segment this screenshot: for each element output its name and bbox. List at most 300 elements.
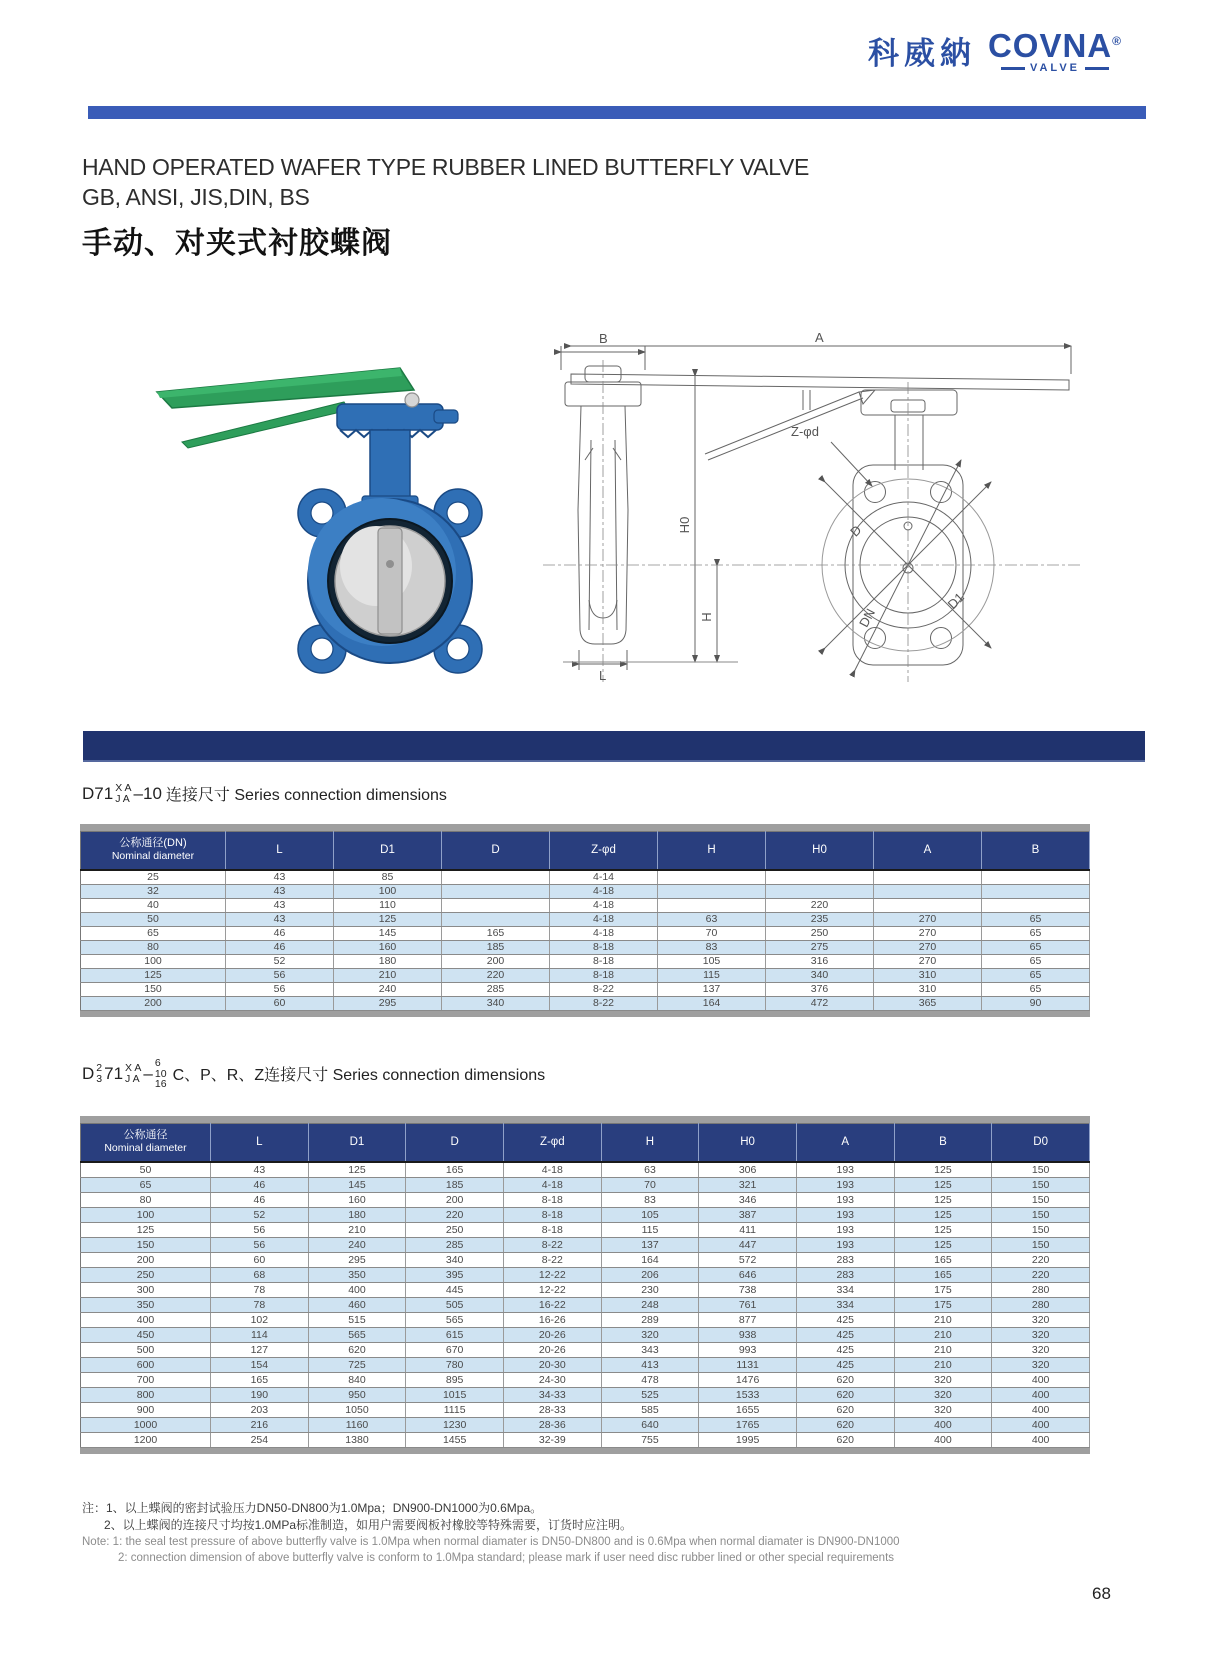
table-cell: 34-33 xyxy=(503,1387,601,1402)
table-cell: 4-18 xyxy=(503,1162,601,1178)
table-cell: 500 xyxy=(81,1342,211,1357)
col-header-b: B xyxy=(982,832,1090,870)
table-cell: 8-22 xyxy=(503,1252,601,1267)
logo-dash-left xyxy=(1001,67,1025,70)
table-cell: 670 xyxy=(406,1342,504,1357)
table-cell: 1000 xyxy=(81,1417,211,1432)
table-cell: 150 xyxy=(992,1237,1090,1252)
table-cell: 65 xyxy=(81,1177,211,1192)
table-cell: 320 xyxy=(894,1402,992,1417)
table-cell: 50 xyxy=(81,912,226,926)
table-cell: 365 xyxy=(874,996,982,1010)
table-cell: 310 xyxy=(874,982,982,996)
table-cell: 164 xyxy=(601,1252,699,1267)
table-cell: 280 xyxy=(992,1282,1090,1297)
table-cell: 70 xyxy=(601,1177,699,1192)
table-cell: 78 xyxy=(211,1282,309,1297)
table-row-dn-900 xyxy=(81,1402,1090,1417)
table2-container xyxy=(80,1116,1090,1454)
table1-bottom-strip xyxy=(80,1011,1090,1017)
table-row-dn-80 xyxy=(81,1192,1090,1207)
table-row-dn-1200 xyxy=(81,1432,1090,1447)
table-cell: 585 xyxy=(601,1402,699,1417)
table-cell: 16-26 xyxy=(503,1312,601,1327)
table-cell: 32 xyxy=(81,884,226,898)
model-base: D xyxy=(82,1063,95,1083)
disc-shaft xyxy=(378,528,402,634)
table-cell: 640 xyxy=(601,1417,699,1432)
table-cell: 620 xyxy=(796,1432,894,1447)
table-cell: 56 xyxy=(226,968,334,982)
col-header-h0: H0 xyxy=(699,1124,797,1162)
disc-pin xyxy=(386,560,394,568)
table-cell: 80 xyxy=(81,940,226,954)
table-cell: 105 xyxy=(658,954,766,968)
title-chinese: 手动、对夹式衬胶蝶阀 xyxy=(82,227,392,260)
table-cell: 505 xyxy=(406,1297,504,1312)
section2-model-code xyxy=(82,1058,169,1090)
table-cell: 283 xyxy=(796,1267,894,1282)
table-cell: 275 xyxy=(766,940,874,954)
dimensions-table-2 xyxy=(80,1123,1090,1448)
table-cell: 1476 xyxy=(699,1372,797,1387)
table-cell: 125 xyxy=(894,1222,992,1237)
table-cell: 220 xyxy=(992,1267,1090,1282)
table-cell: 200 xyxy=(406,1192,504,1207)
table-cell: 43 xyxy=(226,870,334,885)
table-cell xyxy=(442,870,550,885)
table-cell: 60 xyxy=(226,996,334,1010)
table-cell: 413 xyxy=(601,1357,699,1372)
table-cell: 306 xyxy=(699,1162,797,1178)
table-cell: 114 xyxy=(211,1327,309,1342)
table-cell: 100 xyxy=(81,1207,211,1222)
table-cell: 425 xyxy=(796,1327,894,1342)
brand-name-chinese: 科威納 xyxy=(867,35,976,71)
dim-label-l: L xyxy=(599,668,607,683)
table-cell: 150 xyxy=(81,1237,211,1252)
table-cell: 220 xyxy=(766,898,874,912)
table-cell: 78 xyxy=(211,1297,309,1312)
table-cell: 250 xyxy=(81,1267,211,1282)
table-cell: 340 xyxy=(766,968,874,982)
table-cell: 565 xyxy=(308,1327,406,1342)
table-cell: 83 xyxy=(601,1192,699,1207)
col-header-h0: H0 xyxy=(766,832,874,870)
model-pressure: –10 xyxy=(133,783,162,803)
col-header-b: B xyxy=(894,1124,992,1162)
table-cell: 646 xyxy=(699,1267,797,1282)
dim-label-a: A xyxy=(815,330,824,345)
table-cell: 50 xyxy=(81,1162,211,1178)
table-cell: 43 xyxy=(226,898,334,912)
table-cell: 572 xyxy=(699,1252,797,1267)
table-cell: 52 xyxy=(226,954,334,968)
table-cell: 150 xyxy=(992,1207,1090,1222)
table-cell: 100 xyxy=(81,954,226,968)
table1-top-strip xyxy=(80,824,1090,831)
table2-bottom-strip xyxy=(80,1448,1090,1454)
table-cell: 950 xyxy=(308,1387,406,1402)
table-cell: 154 xyxy=(211,1357,309,1372)
table-cell: 80 xyxy=(81,1192,211,1207)
table-cell: 52 xyxy=(211,1207,309,1222)
table-cell: 320 xyxy=(992,1342,1090,1357)
table-cell: 150 xyxy=(81,982,226,996)
table-cell: 400 xyxy=(308,1282,406,1297)
logo-dash-right xyxy=(1085,67,1109,70)
table-row-dn-100 xyxy=(81,954,1090,968)
table2-top-strip xyxy=(80,1116,1090,1123)
table-cell: 738 xyxy=(699,1282,797,1297)
note-chinese-2: 2、以上蝶阀的连接尺寸均按1.0MPa标准制造，如用户需要阀板衬橡胶等特殊需要，订货时应注明。 xyxy=(104,1518,633,1532)
table-row-dn-65 xyxy=(81,1177,1090,1192)
table-cell: 615 xyxy=(406,1327,504,1342)
table-cell xyxy=(658,870,766,885)
col-header-a: A xyxy=(796,1124,894,1162)
table-cell: 600 xyxy=(81,1357,211,1372)
table-cell: 4-18 xyxy=(550,898,658,912)
table-cell: 8-22 xyxy=(550,996,658,1010)
table-cell: 175 xyxy=(894,1297,992,1312)
table-row-dn-50 xyxy=(81,1162,1090,1178)
table-row-dn-450 xyxy=(81,1327,1090,1342)
table-cell: 220 xyxy=(442,968,550,982)
note-chinese-1: 注：1、以上蝶阀的密封试验压力DN50-DN800为1.0Mpa；DN900-DN1000为0.6Mpa。 xyxy=(82,1501,543,1515)
table-cell: 1015 xyxy=(406,1387,504,1402)
table-cell: 65 xyxy=(982,940,1090,954)
dim-label-z-phi-d: Z-φd xyxy=(791,424,819,439)
table-cell: 800 xyxy=(81,1387,211,1402)
table-cell: 210 xyxy=(894,1312,992,1327)
table-cell: 68 xyxy=(211,1267,309,1282)
table-row-dn-600 xyxy=(81,1357,1090,1372)
table-cell: 193 xyxy=(796,1222,894,1237)
table-cell: 993 xyxy=(699,1342,797,1357)
table-cell: 1533 xyxy=(699,1387,797,1402)
page-number: 68 xyxy=(1092,1584,1111,1603)
table-cell: 127 xyxy=(211,1342,309,1357)
table-cell: 250 xyxy=(406,1222,504,1237)
table-cell: 8-18 xyxy=(550,968,658,982)
table-row-dn-700 xyxy=(81,1372,1090,1387)
table-cell: 1765 xyxy=(699,1417,797,1432)
table-cell: 400 xyxy=(992,1372,1090,1387)
table-cell: 115 xyxy=(658,968,766,982)
table-cell: 4-18 xyxy=(503,1177,601,1192)
table-cell: 1380 xyxy=(308,1432,406,1447)
table-cell: 193 xyxy=(796,1207,894,1222)
table-row-dn-150 xyxy=(81,982,1090,996)
table-cell: 125 xyxy=(894,1177,992,1192)
table-cell: 1160 xyxy=(308,1417,406,1432)
dim-label-b: B xyxy=(599,331,608,346)
table-cell: 285 xyxy=(442,982,550,996)
table-cell: 137 xyxy=(601,1237,699,1252)
table-cell: 165 xyxy=(894,1267,992,1282)
table-row-dn-125 xyxy=(81,968,1090,982)
title-english-line1: HAND OPERATED WAFER TYPE RUBBER LINED BUTTERFLY VALVE xyxy=(82,154,810,180)
table-cell xyxy=(442,912,550,926)
table-cell: 193 xyxy=(796,1162,894,1178)
table-cell: 280 xyxy=(992,1297,1090,1312)
table-cell: 125 xyxy=(308,1162,406,1178)
table-cell: 150 xyxy=(992,1222,1090,1237)
table-cell xyxy=(658,898,766,912)
table-cell: 334 xyxy=(796,1282,894,1297)
table-cell: 210 xyxy=(308,1222,406,1237)
table-row-dn-1000 xyxy=(81,1417,1090,1432)
table-cell: 20-26 xyxy=(503,1327,601,1342)
top-divider-bar xyxy=(88,106,1146,119)
table-cell: 780 xyxy=(406,1357,504,1372)
table-cell: 761 xyxy=(699,1297,797,1312)
dim-label-d1: D1 xyxy=(944,589,967,612)
brand-valve-line xyxy=(1001,62,1109,74)
table-row-dn-125 xyxy=(81,1222,1090,1237)
table-cell: 46 xyxy=(211,1192,309,1207)
table-row-dn-80 xyxy=(81,940,1090,954)
technical-drawing xyxy=(523,330,1093,688)
table-cell: 4-18 xyxy=(550,884,658,898)
table-cell: 620 xyxy=(308,1342,406,1357)
table-cell: 125 xyxy=(81,968,226,982)
table-cell: 40 xyxy=(81,898,226,912)
table-cell xyxy=(442,884,550,898)
table-cell: 165 xyxy=(442,926,550,940)
table-cell: 700 xyxy=(81,1372,211,1387)
table-cell: 387 xyxy=(699,1207,797,1222)
valve-product-photo xyxy=(112,346,502,676)
table-cell: 164 xyxy=(658,996,766,1010)
table-cell: 310 xyxy=(874,968,982,982)
table-cell: 56 xyxy=(211,1222,309,1237)
table-cell: 240 xyxy=(334,982,442,996)
table-cell: 343 xyxy=(601,1342,699,1357)
table-cell: 1655 xyxy=(699,1402,797,1417)
table-cell: 180 xyxy=(334,954,442,968)
table-cell: 270 xyxy=(874,940,982,954)
col-header-nominal-diameter: 公称通径(DN) Nominal diameter xyxy=(81,832,226,870)
table-cell: 400 xyxy=(81,1312,211,1327)
table-cell: 525 xyxy=(601,1387,699,1402)
table-cell: 283 xyxy=(796,1252,894,1267)
table-cell: 83 xyxy=(658,940,766,954)
col-header-d: D xyxy=(442,832,550,870)
col-header-d0: D0 xyxy=(992,1124,1090,1162)
brand-wordmark xyxy=(987,26,1122,64)
table-cell: 400 xyxy=(992,1432,1090,1447)
table-cell: 340 xyxy=(406,1252,504,1267)
table-cell: 125 xyxy=(334,912,442,926)
dim-label-d: D xyxy=(847,522,865,540)
table-cell: 320 xyxy=(894,1387,992,1402)
note-english-1: Note: 1: the seal test pressure of above butterfly valve is 1.0Mpa when normal diamater is DN50-DN800 and is 0.6Mpa when normal diamater is DN900-DN1000 xyxy=(82,1536,900,1548)
table-cell xyxy=(766,884,874,898)
table-cell: 105 xyxy=(601,1207,699,1222)
table-cell: 270 xyxy=(874,926,982,940)
table-cell: 145 xyxy=(334,926,442,940)
table-cell xyxy=(982,870,1090,885)
section-divider-bar xyxy=(83,731,1145,762)
col-header-a: A xyxy=(874,832,982,870)
section2-title xyxy=(82,1058,545,1090)
table-cell: 411 xyxy=(699,1222,797,1237)
gear-tab xyxy=(434,410,458,423)
table-cell: 12-22 xyxy=(503,1267,601,1282)
table-cell: 46 xyxy=(226,940,334,954)
table-cell: 65 xyxy=(982,982,1090,996)
col-header-nominal-diameter: 公称通径 Nominal diameter xyxy=(81,1124,211,1162)
table-cell: 160 xyxy=(308,1192,406,1207)
table-cell: 400 xyxy=(992,1387,1090,1402)
table-cell: 460 xyxy=(308,1297,406,1312)
col-header-d1: D1 xyxy=(308,1124,406,1162)
table-header-row xyxy=(81,1124,1090,1162)
table-header-row xyxy=(81,832,1090,870)
table-cell: 320 xyxy=(992,1357,1090,1372)
table-cell: 46 xyxy=(211,1177,309,1192)
table-cell: 185 xyxy=(442,940,550,954)
table-cell: 270 xyxy=(874,954,982,968)
table-cell: 8-18 xyxy=(550,940,658,954)
handle-lower-bar xyxy=(182,402,349,448)
table-cell: 300 xyxy=(81,1282,211,1297)
table-cell: 63 xyxy=(658,912,766,926)
table-cell: 65 xyxy=(81,926,226,940)
table-cell: 900 xyxy=(81,1402,211,1417)
table-cell: 8-22 xyxy=(550,982,658,996)
table-cell: 840 xyxy=(308,1372,406,1387)
table-cell: 56 xyxy=(226,982,334,996)
table-cell: 125 xyxy=(81,1222,211,1237)
section1-caption: 连接尺寸 Series connection dimensions xyxy=(165,787,447,804)
brand-name-english xyxy=(988,26,1122,74)
table-cell: 895 xyxy=(406,1372,504,1387)
section2-caption: C、P、R、Z连接尺寸 Series connection dimensions xyxy=(172,1067,546,1085)
table-cell: 200 xyxy=(81,996,226,1010)
table-cell: 620 xyxy=(796,1372,894,1387)
model-variant-stack: X A J A xyxy=(125,1062,142,1085)
table-cell: 43 xyxy=(226,884,334,898)
table-cell: 63 xyxy=(601,1162,699,1178)
table-cell: 334 xyxy=(796,1297,894,1312)
dimensions-table-1 xyxy=(80,831,1090,1011)
table-cell: 216 xyxy=(211,1417,309,1432)
table-cell: 206 xyxy=(601,1267,699,1282)
table-cell: 565 xyxy=(406,1312,504,1327)
model-mid: 71 xyxy=(104,1063,124,1083)
table-row-dn-250 xyxy=(81,1267,1090,1282)
table-cell: 235 xyxy=(766,912,874,926)
table-cell: 321 xyxy=(699,1177,797,1192)
table-cell: 210 xyxy=(334,968,442,982)
table-cell: 56 xyxy=(211,1237,309,1252)
table-cell: 65 xyxy=(982,926,1090,940)
table-cell: 285 xyxy=(406,1237,504,1252)
table-cell: 938 xyxy=(699,1327,797,1342)
table-cell: 180 xyxy=(308,1207,406,1222)
table-cell: 90 xyxy=(982,996,1090,1010)
gear-bolt xyxy=(405,393,419,407)
table-cell: 8-22 xyxy=(503,1237,601,1252)
brand-logo xyxy=(868,26,1122,74)
table-cell: 65 xyxy=(982,912,1090,926)
dim-label-h0: H0 xyxy=(677,516,692,534)
table-cell: 4-18 xyxy=(550,926,658,940)
table-cell: 210 xyxy=(894,1357,992,1372)
table-cell: 60 xyxy=(211,1252,309,1267)
table-cell: 210 xyxy=(894,1327,992,1342)
dim-label-dn: DN xyxy=(855,606,879,630)
table-row-dn-150 xyxy=(81,1237,1090,1252)
table-cell: 8-18 xyxy=(503,1207,601,1222)
table-cell: 620 xyxy=(796,1387,894,1402)
table-cell: 65 xyxy=(982,968,1090,982)
table-cell: 125 xyxy=(894,1162,992,1178)
table-cell: 193 xyxy=(796,1237,894,1252)
table-cell: 376 xyxy=(766,982,874,996)
table-cell: 160 xyxy=(334,940,442,954)
table-row-dn-350 xyxy=(81,1297,1090,1312)
brand-sub-text: VALVE xyxy=(1029,62,1080,74)
table-cell: 1995 xyxy=(699,1432,797,1447)
col-header-l: L xyxy=(211,1124,309,1162)
brand-wordmark-text: COVNA xyxy=(987,27,1113,64)
table-cell: 150 xyxy=(992,1162,1090,1178)
table-cell: 230 xyxy=(601,1282,699,1297)
table-cell: 200 xyxy=(81,1252,211,1267)
col-header-h: H xyxy=(601,1124,699,1162)
table-cell: 350 xyxy=(308,1267,406,1282)
table-cell: 193 xyxy=(796,1192,894,1207)
col-header-d1: D1 xyxy=(334,832,442,870)
table1-container xyxy=(80,824,1090,1017)
table-row-dn-800 xyxy=(81,1387,1090,1402)
table-cell: 4-14 xyxy=(550,870,658,885)
model-number-stack: 2 3 xyxy=(96,1062,103,1085)
table-cell: 620 xyxy=(796,1417,894,1432)
table-cell: 46 xyxy=(226,926,334,940)
table-cell: 1455 xyxy=(406,1432,504,1447)
table-cell: 85 xyxy=(334,870,442,885)
table-cell: 137 xyxy=(658,982,766,996)
col-header-d: D xyxy=(406,1124,504,1162)
table-cell: 350 xyxy=(81,1297,211,1312)
section1-title xyxy=(82,782,447,805)
table-cell: 28-36 xyxy=(503,1417,601,1432)
table-cell: 320 xyxy=(894,1372,992,1387)
table-cell xyxy=(874,870,982,885)
table-cell: 150 xyxy=(992,1177,1090,1192)
table-cell: 877 xyxy=(699,1312,797,1327)
table-row-dn-300 xyxy=(81,1282,1090,1297)
model-variant-stack: X A J A xyxy=(115,782,132,805)
table-cell: 240 xyxy=(308,1237,406,1252)
table-cell: 32-39 xyxy=(503,1432,601,1447)
table-cell: 8-18 xyxy=(550,954,658,968)
table-cell: 248 xyxy=(601,1297,699,1312)
table-cell: 115 xyxy=(601,1222,699,1237)
table-cell: 320 xyxy=(601,1327,699,1342)
table-cell: 8-18 xyxy=(503,1222,601,1237)
table-cell: 316 xyxy=(766,954,874,968)
table-cell: 43 xyxy=(226,912,334,926)
table-cell: 8-18 xyxy=(503,1192,601,1207)
table-cell xyxy=(766,870,874,885)
table-cell: 1131 xyxy=(699,1357,797,1372)
table-cell: 25 xyxy=(81,870,226,885)
